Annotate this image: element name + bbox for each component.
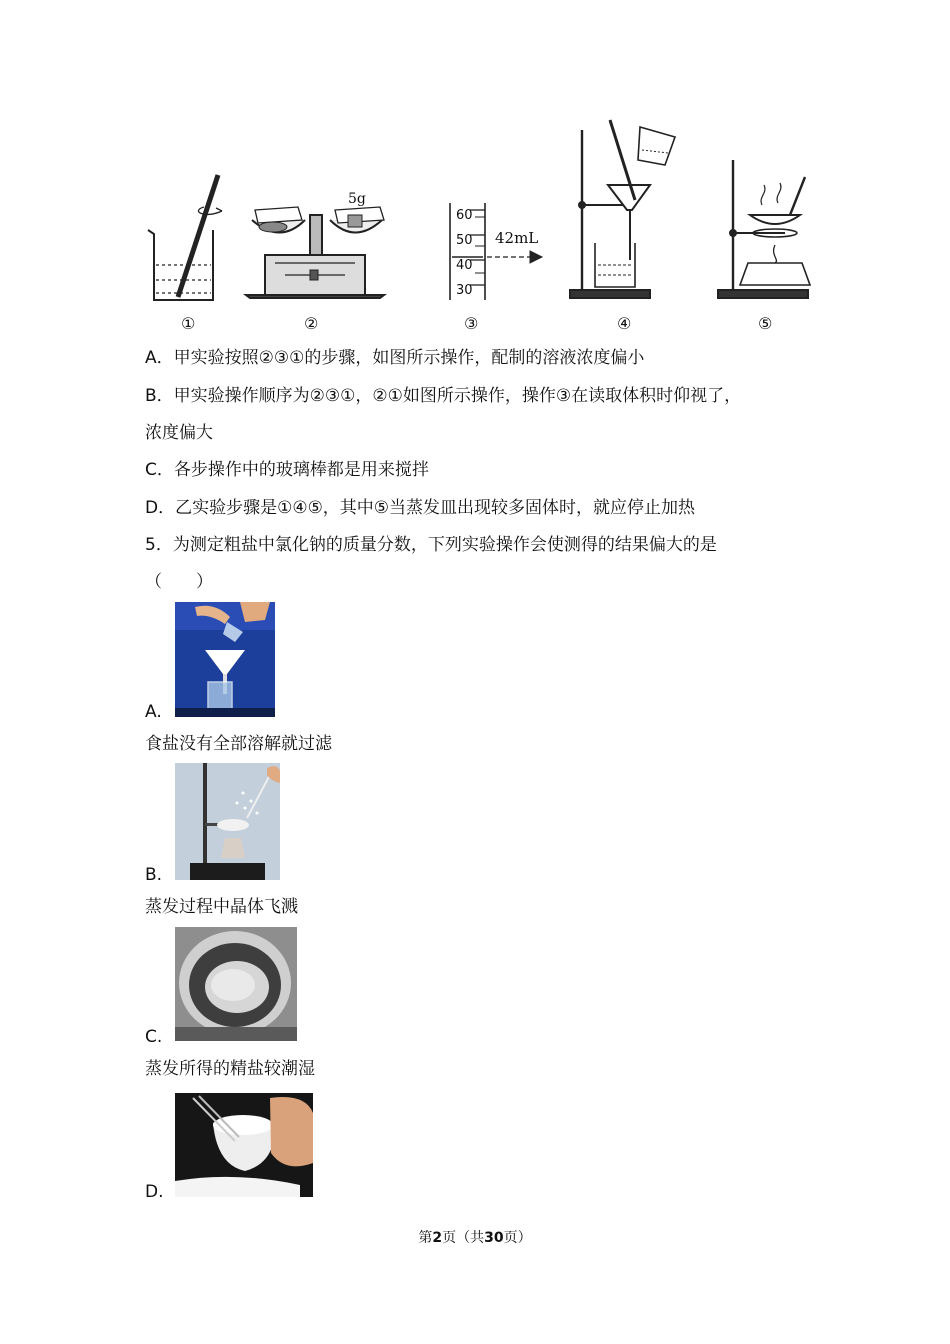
- footer-total-pages: 30: [484, 1230, 504, 1246]
- apparatus-figure: [130, 115, 820, 345]
- filtration-setup-icon: [570, 120, 675, 298]
- figure-label-1: ①: [181, 314, 196, 333]
- q5-option-a-text: 食盐没有全部溶解就过滤: [145, 734, 332, 754]
- damp-salt-photo: [175, 927, 297, 1041]
- footer-page-number: 2: [432, 1230, 443, 1246]
- q5-option-b-letter: B.: [145, 865, 163, 885]
- figure-label-5: ⑤: [758, 314, 773, 333]
- q5-option-a-letter: A.: [145, 702, 162, 722]
- cylinder-tick: 60: [456, 208, 473, 223]
- page-footer: [0, 1227, 950, 1247]
- q4-option-b-cont: 浓度偏大: [145, 423, 213, 443]
- q4-option-a: A．甲实验按照②③①的步骤，如图所示操作，配制的溶液浓度偏小: [145, 348, 645, 368]
- cylinder-tick: 40: [456, 258, 473, 273]
- q4-option-c: C．各步操作中的玻璃棒都是用来搅拌: [145, 460, 429, 480]
- q4-option-d: D．乙实验步骤是①④⑤，其中⑤当蒸发皿出现较多固体时，就应停止加热: [145, 498, 696, 518]
- q4-option-b: B．甲实验操作顺序为②③①，②①如图所示操作，操作③在读取体积时仰视了，: [145, 386, 742, 406]
- q5-option-c-letter: C.: [145, 1027, 163, 1047]
- evaporation-setup-icon: [718, 160, 810, 298]
- filtering-photo: [175, 602, 275, 717]
- cylinder-tick: 30: [456, 283, 473, 298]
- beaker-stirring-icon: [148, 175, 222, 300]
- balance-weight-label: 5g: [348, 191, 366, 207]
- evaporation-splash-photo: [175, 763, 280, 880]
- salt-transfer-photo: [175, 1093, 313, 1197]
- figure-label-4: ④: [617, 314, 632, 333]
- footer-suffix: 页）: [503, 1230, 532, 1246]
- figure-label-3: ③: [464, 314, 479, 333]
- footer-prefix: 第: [418, 1230, 433, 1246]
- cylinder-reading: 42mL: [495, 229, 539, 247]
- q5-option-c-text: 蒸发所得的精盐较潮湿: [145, 1059, 315, 1079]
- cylinder-tick: 50: [456, 233, 473, 248]
- figure-label-2: ②: [304, 314, 319, 333]
- footer-mid: 页（共: [442, 1230, 485, 1246]
- balance-icon: [246, 207, 384, 298]
- q5-answer-blank: （ ）: [145, 572, 213, 592]
- q5-option-b-text: 蒸发过程中晶体飞溅: [145, 897, 298, 917]
- q5-option-d-letter: D.: [145, 1182, 164, 1202]
- q5-stem: 5．为测定粗盐中氯化钠的质量分数，下列实验操作会使测得的结果偏大的是: [145, 535, 717, 555]
